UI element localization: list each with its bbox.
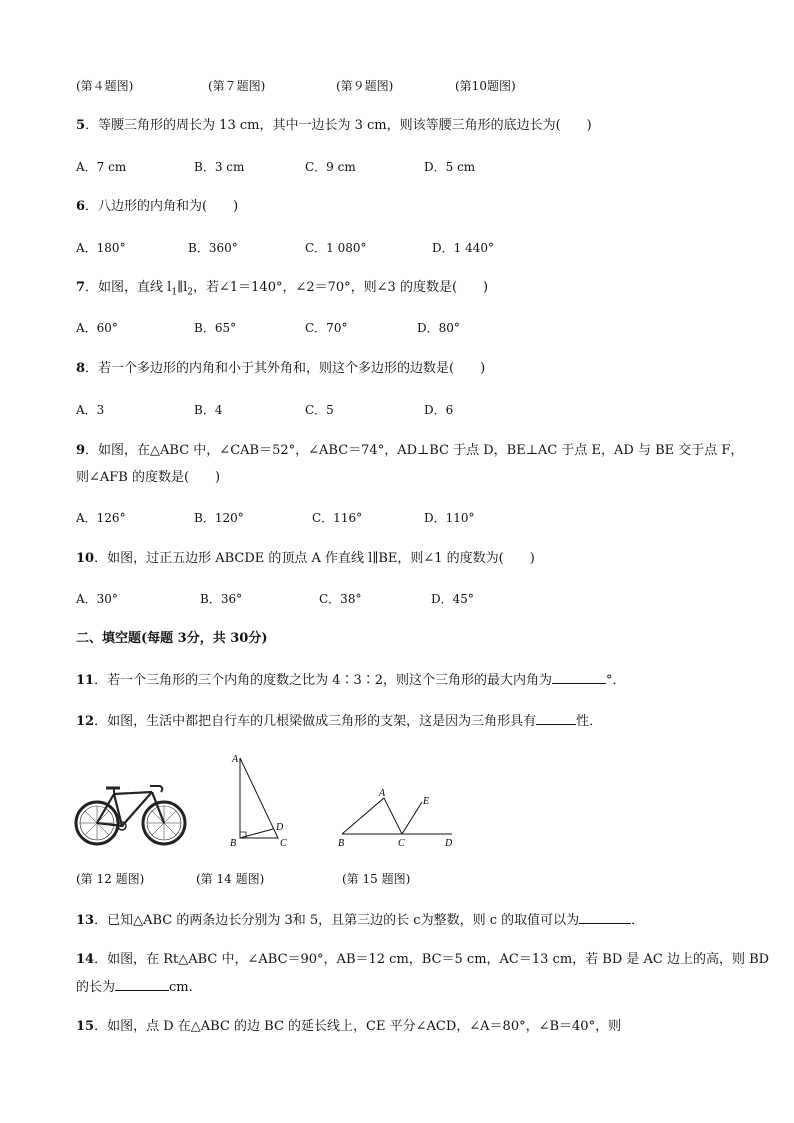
question-number: 5 [76, 118, 86, 133]
label-a: A [379, 788, 386, 799]
option-d: D．80° [417, 321, 460, 335]
question-text-b: °． [606, 673, 626, 688]
option-b: B．65° [194, 321, 237, 335]
question-9-line-2: 则∠AFB 的度数是( ) [76, 470, 221, 485]
label-e: E [423, 796, 430, 807]
question-number: 6 [76, 199, 86, 214]
option-b: B．36° [200, 592, 243, 606]
question-8 [76, 360, 485, 378]
answer-blank[interactable] [536, 712, 576, 725]
question-number: 10 [76, 551, 95, 566]
label-a: A [232, 754, 239, 765]
option-d: D．1 440° [432, 241, 494, 255]
option-c: C．9 cm [305, 160, 356, 174]
option-a: A．30° [76, 592, 118, 606]
question-10 [76, 550, 535, 568]
question-text-a: ．如图，生活中都把自行车的几根梁做成三角形的支架，这是因为三角形具有 [94, 714, 537, 729]
option-b: B．3 cm [194, 160, 245, 174]
question-text-b: cm. [169, 980, 193, 995]
option-b: B．4 [194, 403, 223, 417]
answer-blank[interactable] [115, 978, 169, 991]
caption-fig14: (第 14 题图) [196, 872, 265, 886]
question-number: 7 [76, 280, 86, 295]
option-c: C．5 [305, 403, 334, 417]
question-number: 15 [76, 1019, 95, 1034]
question-text-b: ∥l [177, 280, 188, 295]
question-number: 13 [76, 913, 95, 928]
question-6 [76, 198, 238, 216]
triangle-abc [240, 758, 278, 838]
altitude-bd [240, 829, 273, 838]
caption-fig7: (第７题图) [208, 79, 266, 93]
caption-fig12: (第 12 题图) [76, 872, 145, 886]
option-c: C．116° [312, 511, 363, 525]
question-text-a: ．如图，直线 l [85, 280, 172, 295]
question-number: 9 [76, 443, 86, 458]
triangle-figure-14 [226, 750, 296, 850]
option-a: A．126° [76, 511, 126, 525]
question-text-b: 性． [576, 714, 603, 729]
triangle-figure-15 [334, 786, 464, 850]
bisector-ce [402, 802, 422, 834]
question-text-c: ，若∠1＝140°，∠2＝70°，则∠3 的度数是( ) [192, 280, 489, 295]
question-text-a: 的长为 [76, 980, 116, 995]
section-heading: 二、填空题(每题 3分，共 30分) [76, 631, 268, 646]
question-5 [76, 117, 592, 135]
caption-fig9: (第９题图) [336, 79, 394, 93]
label-d: D [276, 822, 284, 833]
option-a: A．60° [76, 321, 118, 335]
caption-fig15: (第 15 题图) [342, 872, 411, 886]
question-text-a: ．若一个三角形的三个内角的度数之比为 4∶3∶2，则这个三角形的最大内角为 [94, 673, 553, 688]
option-b: B．120° [194, 511, 244, 525]
question-text: ．如图，过正五边形 ABCDE 的顶点 A 作直线 l∥BE，则∠1 的度数为( ) [94, 551, 535, 566]
question-number: 14 [76, 952, 95, 967]
answer-blank[interactable] [579, 911, 631, 924]
option-d: D．45° [431, 592, 474, 606]
caption-fig4: (第４题图) [76, 79, 134, 93]
question-12 [76, 712, 602, 731]
question-14-line-2 [76, 978, 193, 997]
question-text: ．如图，在 Rt△ABC 中，∠ABC＝90°，AB＝12 cm，BC＝5 cm，AC＝13 cm，若 BD 是 AC 边上的高，则 BD [94, 952, 770, 967]
question-text-a: ．已知△ABC 的两条边长分别为 3和 5，且第三边的长 c为整数，则 c 的取值可以为 [94, 913, 580, 928]
option-a: A．7 cm [76, 160, 127, 174]
question-number: 8 [76, 361, 86, 376]
option-c: C．1 080° [305, 241, 367, 255]
option-d: D．110° [424, 511, 475, 525]
subscript-2: 2 [187, 287, 193, 298]
question-number: 12 [76, 714, 95, 729]
triangle-abc [342, 798, 402, 834]
label-b: B [338, 838, 345, 849]
question-text: ．若一个多边形的内角和小于其外角和，则这个多边形的边数是( ) [85, 361, 486, 376]
question-text: ．如图，在△ABC 中，∠CAB＝52°，∠ABC＝74°，AD⊥BC 于点 D，BE⊥AC 于点 E，AD 与 BE 交于点 F， [85, 443, 744, 458]
option-c: C．38° [319, 592, 362, 606]
question-text-b: ． [631, 913, 645, 928]
caption-fig10: (第10题图) [455, 79, 516, 93]
question-text: ．八边形的内角和为( ) [85, 199, 239, 214]
option-a: A．180° [76, 241, 126, 255]
option-b: B．360° [188, 241, 238, 255]
subscript-1: 1 [171, 287, 178, 298]
label-c: C [398, 838, 405, 849]
question-text: ．如图，点 D 在△ABC 的边 BC 的延长线上，CE 平分∠ACD，∠A＝80°，∠B＝40°，则 [94, 1019, 622, 1034]
label-b: B [230, 838, 237, 849]
option-d: D．6 [424, 403, 454, 417]
label-d: D [445, 838, 453, 849]
question-text: ．等腰三角形的周长为 13 cm，其中一边长为 3 cm，则该等腰三角形的底边长为( ) [85, 118, 592, 133]
option-a: A．3 [76, 403, 105, 417]
question-number: 11 [76, 673, 95, 688]
question-15 [76, 1018, 621, 1036]
question-7 [76, 279, 488, 302]
label-c: C [280, 838, 287, 849]
question-14-line-1 [76, 951, 769, 969]
question-9-line-1 [76, 442, 743, 460]
option-c: C．70° [305, 321, 348, 335]
question-13 [76, 911, 644, 930]
bicycle-figure [72, 778, 190, 850]
option-d: D．5 cm [424, 160, 476, 174]
question-11 [76, 671, 626, 690]
answer-blank[interactable] [552, 671, 606, 684]
